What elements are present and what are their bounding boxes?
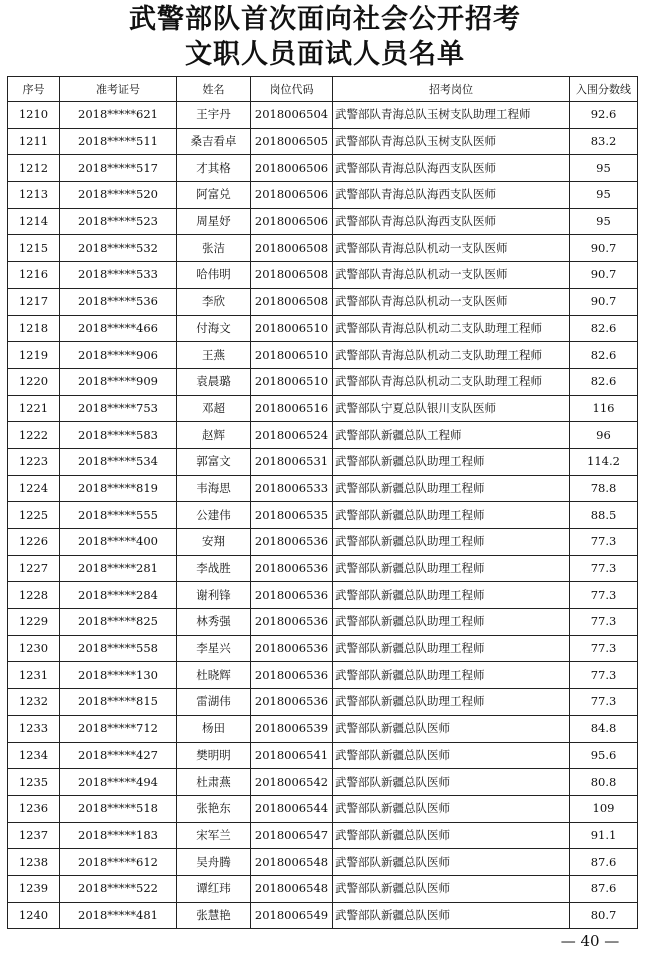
table-row: [8, 182, 638, 209]
cell-serial: 1236: [8, 795, 60, 822]
table-header-row: [8, 77, 638, 102]
cell-serial: 1235: [8, 769, 60, 796]
cell-name: 宋军兰: [177, 822, 251, 849]
cell-post-code: 2018006508: [251, 262, 333, 289]
cell-post: 武警部队新疆总队医师: [333, 715, 570, 742]
table-row: [8, 902, 638, 929]
table-row: [8, 448, 638, 475]
cell-ticket-number: 2018*****906: [60, 342, 177, 369]
cell-post-code: 2018006510: [251, 368, 333, 395]
cell-serial: 1225: [8, 502, 60, 529]
cell-ticket-number: 2018*****517: [60, 155, 177, 182]
cell-ticket-number: 2018*****712: [60, 715, 177, 742]
table-row: [8, 288, 638, 315]
cell-post: 武警部队新疆总队助理工程师: [333, 529, 570, 556]
cell-post: 武警部队新疆总队助理工程师: [333, 502, 570, 529]
cell-post-code: 2018006536: [251, 609, 333, 636]
cell-cutoff-score: 77.3: [570, 529, 638, 556]
table-row: [8, 795, 638, 822]
cell-ticket-number: 2018*****533: [60, 262, 177, 289]
cell-cutoff-score: 82.6: [570, 342, 638, 369]
cell-cutoff-score: 84.8: [570, 715, 638, 742]
cell-ticket-number: 2018*****532: [60, 235, 177, 262]
table-row: [8, 475, 638, 502]
cell-post: 武警部队宁夏总队银川支队医师: [333, 395, 570, 422]
table-row: [8, 689, 638, 716]
cell-cutoff-score: 90.7: [570, 262, 638, 289]
cell-cutoff-score: 77.3: [570, 689, 638, 716]
cell-name: 樊明明: [177, 742, 251, 769]
cell-post-code: 2018006536: [251, 582, 333, 609]
cell-cutoff-score: 95.6: [570, 742, 638, 769]
cell-name: 林秀强: [177, 609, 251, 636]
cell-cutoff-score: 114.2: [570, 448, 638, 475]
cell-ticket-number: 2018*****130: [60, 662, 177, 689]
cell-name: 哈伟明: [177, 262, 251, 289]
table-row: [8, 342, 638, 369]
header-ticket-number: 准考证号: [60, 77, 177, 102]
cell-serial: 1233: [8, 715, 60, 742]
cell-ticket-number: 2018*****819: [60, 475, 177, 502]
table-row: [8, 822, 638, 849]
cell-post-code: 2018006539: [251, 715, 333, 742]
cell-cutoff-score: 109: [570, 795, 638, 822]
cell-cutoff-score: 95: [570, 182, 638, 209]
cell-post: 武警部队新疆总队助理工程师: [333, 555, 570, 582]
cell-post-code: 2018006531: [251, 448, 333, 475]
cell-name: 张艳东: [177, 795, 251, 822]
cell-ticket-number: 2018*****494: [60, 769, 177, 796]
cell-post-code: 2018006505: [251, 128, 333, 155]
cell-post: 武警部队青海总队机动二支队助理工程师: [333, 315, 570, 342]
cell-serial: 1228: [8, 582, 60, 609]
table-row: [8, 368, 638, 395]
table-row: [8, 742, 638, 769]
cell-post-code: 2018006548: [251, 849, 333, 876]
header-cutoff-score: 入围分数线: [570, 77, 638, 102]
table-row: [8, 235, 638, 262]
table-row: [8, 395, 638, 422]
cell-serial: 1224: [8, 475, 60, 502]
table-row: [8, 635, 638, 662]
cell-cutoff-score: 77.3: [570, 662, 638, 689]
table-row: [8, 422, 638, 449]
cell-post-code: 2018006536: [251, 662, 333, 689]
cell-serial: 1227: [8, 555, 60, 582]
cell-cutoff-score: 78.8: [570, 475, 638, 502]
cell-post: 武警部队新疆总队工程师: [333, 422, 570, 449]
cell-post-code: 2018006516: [251, 395, 333, 422]
cell-ticket-number: 2018*****518: [60, 795, 177, 822]
cell-ticket-number: 2018*****753: [60, 395, 177, 422]
header-post: 招考岗位: [333, 77, 570, 102]
cell-cutoff-score: 96: [570, 422, 638, 449]
cell-name: 阿富兑: [177, 182, 251, 209]
cell-ticket-number: 2018*****522: [60, 875, 177, 902]
cell-post-code: 2018006536: [251, 689, 333, 716]
cell-cutoff-score: 92.6: [570, 102, 638, 129]
cell-name: 袁晨璐: [177, 368, 251, 395]
cell-post: 武警部队青海总队海西支队医师: [333, 208, 570, 235]
cell-serial: 1222: [8, 422, 60, 449]
cell-post: 武警部队青海总队海西支队医师: [333, 155, 570, 182]
cell-ticket-number: 2018*****520: [60, 182, 177, 209]
header-name: 姓名: [177, 77, 251, 102]
cell-ticket-number: 2018*****511: [60, 128, 177, 155]
table-row: [8, 262, 638, 289]
cell-name: 郭富文: [177, 448, 251, 475]
cell-name: 赵辉: [177, 422, 251, 449]
cell-serial: 1231: [8, 662, 60, 689]
table-row: [8, 769, 638, 796]
cell-serial: 1212: [8, 155, 60, 182]
cell-ticket-number: 2018*****815: [60, 689, 177, 716]
cell-cutoff-score: 80.7: [570, 902, 638, 929]
cell-post-code: 2018006504: [251, 102, 333, 129]
cell-post-code: 2018006541: [251, 742, 333, 769]
table-row: [8, 555, 638, 582]
cell-cutoff-score: 77.3: [570, 582, 638, 609]
cell-post: 武警部队新疆总队医师: [333, 902, 570, 929]
cell-serial: 1240: [8, 902, 60, 929]
cell-cutoff-score: 90.7: [570, 235, 638, 262]
cell-serial: 1210: [8, 102, 60, 129]
cell-ticket-number: 2018*****466: [60, 315, 177, 342]
cell-ticket-number: 2018*****825: [60, 609, 177, 636]
title-line-1: 武警部队首次面向社会公开招考: [129, 4, 521, 35]
cell-post-code: 2018006536: [251, 555, 333, 582]
cell-post-code: 2018006506: [251, 208, 333, 235]
table-row: [8, 609, 638, 636]
cell-cutoff-score: 95: [570, 155, 638, 182]
cell-serial: 1218: [8, 315, 60, 342]
cell-name: 张洁: [177, 235, 251, 262]
header-post-code: 岗位代码: [251, 77, 333, 102]
cell-name: 张慧艳: [177, 902, 251, 929]
table-row: [8, 875, 638, 902]
document-title: [0, 2, 650, 72]
cell-ticket-number: 2018*****534: [60, 448, 177, 475]
cell-serial: 1219: [8, 342, 60, 369]
cell-serial: 1217: [8, 288, 60, 315]
table-row: [8, 662, 638, 689]
cell-post: 武警部队新疆总队助理工程师: [333, 448, 570, 475]
cell-post-code: 2018006547: [251, 822, 333, 849]
cell-serial: 1213: [8, 182, 60, 209]
cell-post: 武警部队新疆总队医师: [333, 769, 570, 796]
cell-post: 武警部队新疆总队医师: [333, 849, 570, 876]
cell-cutoff-score: 116: [570, 395, 638, 422]
cell-name: 王宇丹: [177, 102, 251, 129]
cell-ticket-number: 2018*****281: [60, 555, 177, 582]
cell-name: 谭红玮: [177, 875, 251, 902]
cell-ticket-number: 2018*****583: [60, 422, 177, 449]
cell-ticket-number: 2018*****481: [60, 902, 177, 929]
table-row: [8, 502, 638, 529]
cell-serial: 1215: [8, 235, 60, 262]
table-row: [8, 715, 638, 742]
table-row: [8, 582, 638, 609]
cell-ticket-number: 2018*****284: [60, 582, 177, 609]
cell-cutoff-score: 82.6: [570, 368, 638, 395]
cell-cutoff-score: 88.5: [570, 502, 638, 529]
cell-ticket-number: 2018*****612: [60, 849, 177, 876]
cell-post-code: 2018006536: [251, 635, 333, 662]
interview-roster-table: [7, 76, 638, 929]
cell-name: 杨田: [177, 715, 251, 742]
title-line-2: 文职人员面试人员名单: [185, 39, 465, 70]
cell-post: 武警部队青海总队机动一支队医师: [333, 235, 570, 262]
cell-ticket-number: 2018*****183: [60, 822, 177, 849]
cell-cutoff-score: 83.2: [570, 128, 638, 155]
cell-post-code: 2018006535: [251, 502, 333, 529]
cell-serial: 1223: [8, 448, 60, 475]
cell-post: 武警部队青海总队海西支队医师: [333, 182, 570, 209]
cell-cutoff-score: 77.3: [570, 609, 638, 636]
cell-cutoff-score: 87.6: [570, 875, 638, 902]
cell-serial: 1239: [8, 875, 60, 902]
cell-ticket-number: 2018*****558: [60, 635, 177, 662]
cell-post: 武警部队新疆总队助理工程师: [333, 609, 570, 636]
cell-post: 武警部队新疆总队助理工程师: [333, 689, 570, 716]
cell-post: 武警部队新疆总队助理工程师: [333, 582, 570, 609]
cell-post: 武警部队新疆总队医师: [333, 742, 570, 769]
page-number: — 40 —: [560, 932, 620, 950]
cell-name: 杜肃燕: [177, 769, 251, 796]
cell-post-code: 2018006533: [251, 475, 333, 502]
header-serial: 序号: [8, 77, 60, 102]
cell-post-code: 2018006524: [251, 422, 333, 449]
cell-post-code: 2018006548: [251, 875, 333, 902]
cell-post: 武警部队新疆总队助理工程师: [333, 475, 570, 502]
cell-name: 雷湖伟: [177, 689, 251, 716]
cell-name: 谢利锋: [177, 582, 251, 609]
cell-serial: 1234: [8, 742, 60, 769]
cell-post: 武警部队青海总队机动一支队医师: [333, 262, 570, 289]
cell-ticket-number: 2018*****621: [60, 102, 177, 129]
table-row: [8, 102, 638, 129]
cell-name: 付海文: [177, 315, 251, 342]
cell-name: 公建伟: [177, 502, 251, 529]
cell-serial: 1220: [8, 368, 60, 395]
cell-serial: 1211: [8, 128, 60, 155]
cell-name: 邓超: [177, 395, 251, 422]
cell-name: 杜晓辉: [177, 662, 251, 689]
cell-post: 武警部队新疆总队医师: [333, 875, 570, 902]
cell-post-code: 2018006508: [251, 288, 333, 315]
cell-post-code: 2018006549: [251, 902, 333, 929]
cell-name: 吴舟腾: [177, 849, 251, 876]
cell-name: 李战胜: [177, 555, 251, 582]
cell-cutoff-score: 91.1: [570, 822, 638, 849]
cell-post-code: 2018006506: [251, 155, 333, 182]
cell-ticket-number: 2018*****400: [60, 529, 177, 556]
table-body: [8, 102, 638, 929]
cell-post-code: 2018006506: [251, 182, 333, 209]
cell-post: 武警部队青海总队玉树支队助理工程师: [333, 102, 570, 129]
cell-name: 李星兴: [177, 635, 251, 662]
cell-cutoff-score: 95: [570, 208, 638, 235]
cell-cutoff-score: 90.7: [570, 288, 638, 315]
cell-post: 武警部队青海总队机动二支队助理工程师: [333, 368, 570, 395]
table-row: [8, 315, 638, 342]
cell-serial: 1237: [8, 822, 60, 849]
cell-post-code: 2018006536: [251, 529, 333, 556]
cell-ticket-number: 2018*****536: [60, 288, 177, 315]
cell-cutoff-score: 77.3: [570, 555, 638, 582]
cell-post: 武警部队青海总队机动二支队助理工程师: [333, 342, 570, 369]
cell-post-code: 2018006510: [251, 315, 333, 342]
cell-post-code: 2018006542: [251, 769, 333, 796]
cell-ticket-number: 2018*****555: [60, 502, 177, 529]
cell-serial: 1232: [8, 689, 60, 716]
cell-post: 武警部队青海总队玉树支队医师: [333, 128, 570, 155]
cell-cutoff-score: 80.8: [570, 769, 638, 796]
table-row: [8, 529, 638, 556]
cell-post: 武警部队新疆总队医师: [333, 822, 570, 849]
cell-cutoff-score: 82.6: [570, 315, 638, 342]
cell-post: 武警部队新疆总队助理工程师: [333, 662, 570, 689]
cell-ticket-number: 2018*****523: [60, 208, 177, 235]
cell-post-code: 2018006544: [251, 795, 333, 822]
cell-name: 才其格: [177, 155, 251, 182]
cell-serial: 1221: [8, 395, 60, 422]
cell-cutoff-score: 77.3: [570, 635, 638, 662]
cell-serial: 1216: [8, 262, 60, 289]
cell-name: 王燕: [177, 342, 251, 369]
cell-ticket-number: 2018*****909: [60, 368, 177, 395]
cell-post: 武警部队青海总队机动一支队医师: [333, 288, 570, 315]
table-row: [8, 208, 638, 235]
cell-name: 李欣: [177, 288, 251, 315]
cell-post: 武警部队新疆总队医师: [333, 795, 570, 822]
cell-ticket-number: 2018*****427: [60, 742, 177, 769]
cell-serial: 1214: [8, 208, 60, 235]
cell-serial: 1230: [8, 635, 60, 662]
table-row: [8, 155, 638, 182]
cell-name: 安翔: [177, 529, 251, 556]
table-row: [8, 128, 638, 155]
cell-serial: 1238: [8, 849, 60, 876]
cell-post: 武警部队新疆总队助理工程师: [333, 635, 570, 662]
cell-serial: 1229: [8, 609, 60, 636]
cell-post-code: 2018006510: [251, 342, 333, 369]
table-row: [8, 849, 638, 876]
cell-name: 桑吉看卓: [177, 128, 251, 155]
cell-post-code: 2018006508: [251, 235, 333, 262]
cell-name: 韦海思: [177, 475, 251, 502]
cell-name: 周星妤: [177, 208, 251, 235]
cell-cutoff-score: 87.6: [570, 849, 638, 876]
cell-serial: 1226: [8, 529, 60, 556]
